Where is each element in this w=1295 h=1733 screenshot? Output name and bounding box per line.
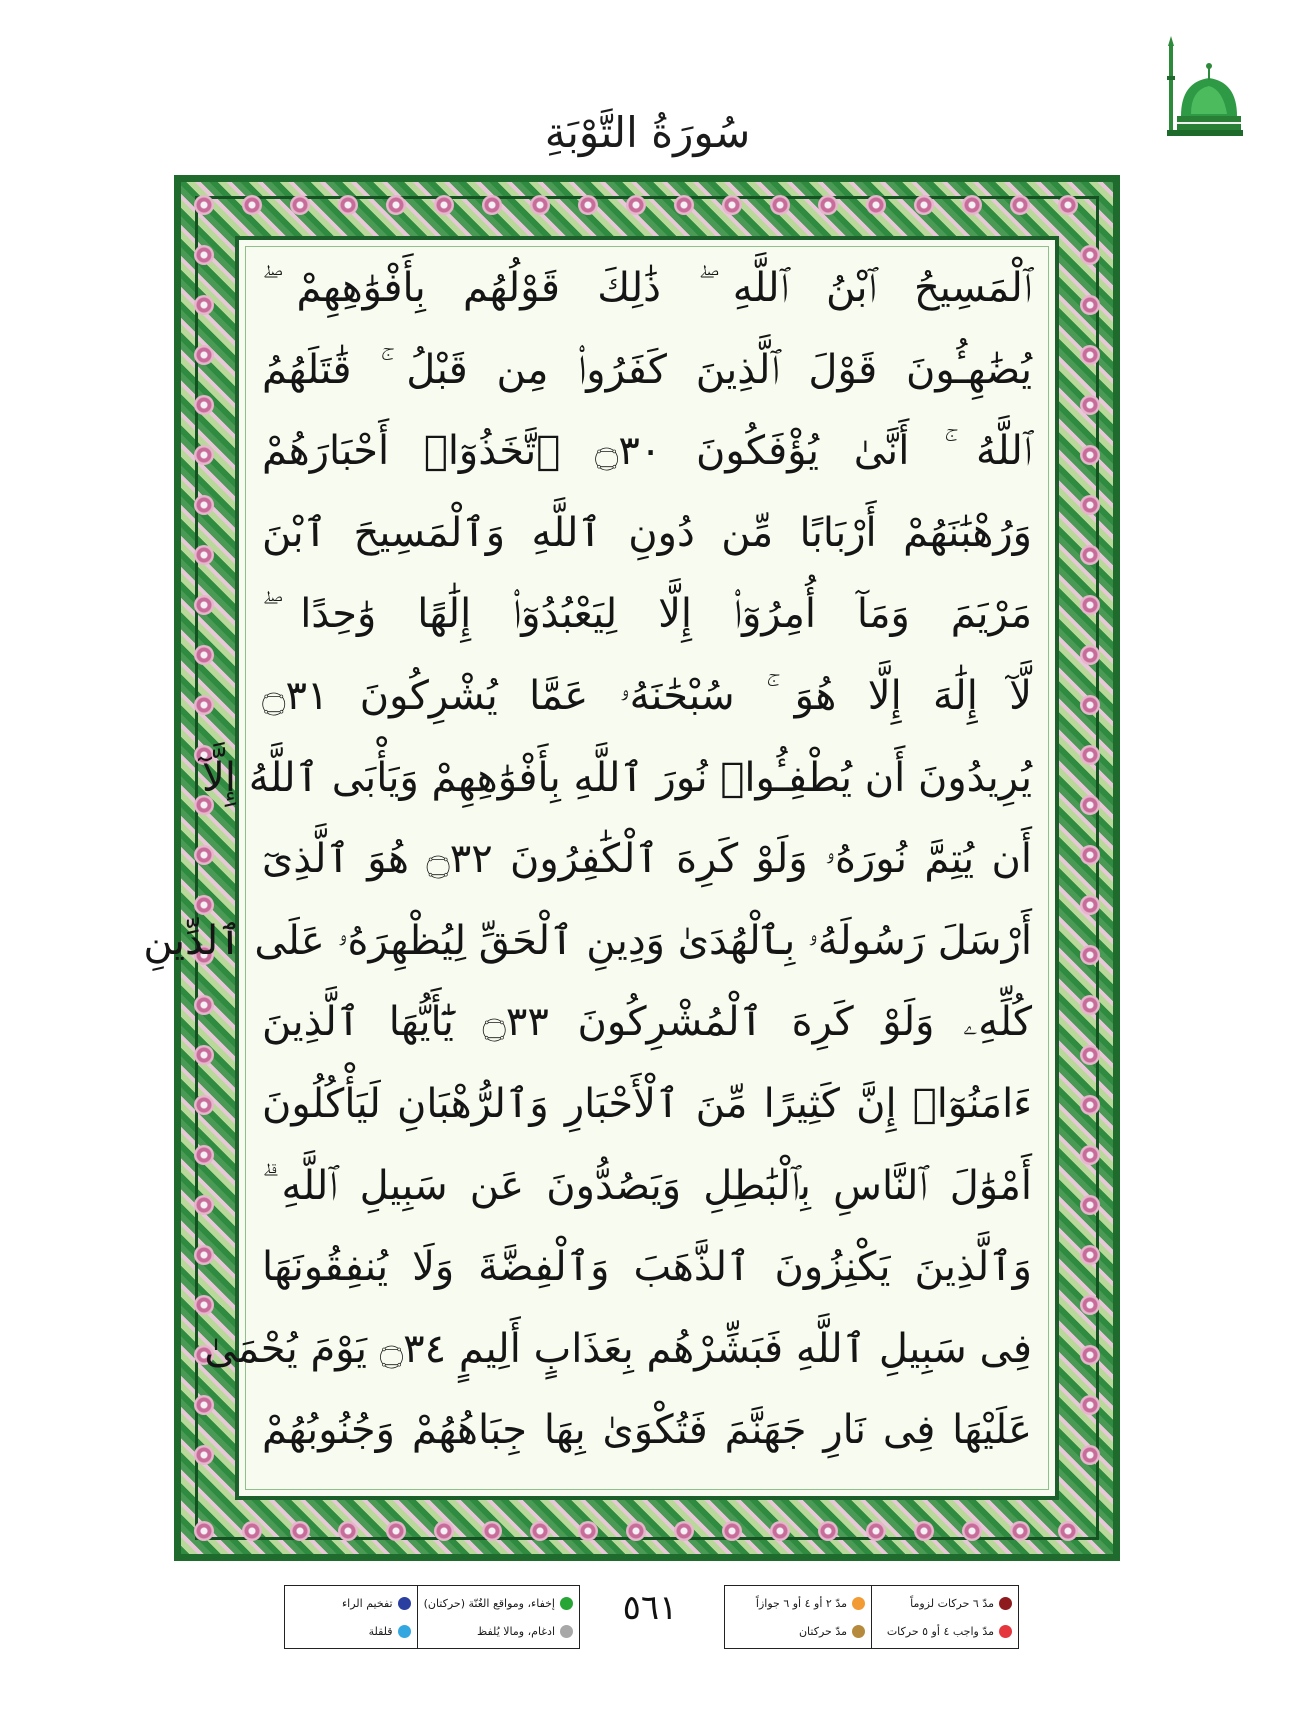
verse-line: كُلِّهِۦ وَلَوْ كَرِهَ ٱلْمُشْرِكُونَ ۝٣٣ يَٰٓأَيُّهَا ٱلَّذِينَ: [262, 999, 1032, 1046]
rosette-ornament: [818, 1521, 838, 1541]
tajweed-legend-left: [284, 1585, 580, 1649]
rosette-ornament: [194, 295, 214, 315]
rosette-ornament: [1080, 395, 1100, 415]
rosette-ornament: [242, 195, 262, 215]
rosette-ornament: [1010, 195, 1030, 215]
verse-lines: [143, 248, 1032, 1472]
rosette-ornament: [1080, 945, 1100, 965]
legend-dot-icon: [852, 1597, 865, 1610]
rosette-ornament: [1080, 995, 1100, 1015]
rosette-ornament: [1080, 795, 1100, 815]
rosette-ornament: [578, 195, 598, 215]
verse-line: لَّآ إِلَٰهَ إِلَّا هُوَ ۚ سُبْحَٰنَهُۥ عَمَّا يُشْرِكُونَ ۝٣١: [262, 672, 1032, 719]
rosette-ornament: [1080, 1445, 1100, 1465]
rosette-ornament: [194, 395, 214, 415]
legend-item: [291, 1597, 411, 1610]
verse-line: مَرْيَمَ وَمَآ أُمِرُوٓا۟ إِلَّا لِيَعْبُدُوٓا۟ إِلَٰهًا وَٰحِدًا ۖ: [262, 591, 1032, 638]
rosette-ornament: [1080, 345, 1100, 365]
rosette-ornament: [962, 195, 982, 215]
rosette-ornament: [1080, 1195, 1100, 1215]
legend-dot-icon: [560, 1625, 573, 1638]
rosette-ornament: [242, 1521, 262, 1541]
rosette-ornament: [674, 195, 694, 215]
legend-dot-icon: [398, 1597, 411, 1610]
rosette-ornament: [1080, 245, 1100, 265]
rosette-ornament: [290, 1521, 310, 1541]
page-number: ٥٦١: [622, 1588, 678, 1628]
rosette-ornament: [530, 1521, 550, 1541]
rosette-ornament: [914, 1521, 934, 1541]
rosette-ornament: [194, 345, 214, 365]
rosette-ornament: [914, 195, 934, 215]
rosette-ornament: [1080, 895, 1100, 915]
rosette-ornament: [770, 1521, 790, 1541]
rosette-ornament: [818, 195, 838, 215]
rosette-ornament: [194, 445, 214, 465]
rosette-ornament: [482, 1521, 502, 1541]
rosette-ornament: [386, 1521, 406, 1541]
rosette-ornament: [1080, 595, 1100, 615]
rosette-ornament: [578, 1521, 598, 1541]
rosette-ornament: [194, 495, 214, 515]
legend-column: [872, 1586, 1018, 1648]
verse-line: وَٱلَّذِينَ يَكْنِزُونَ ٱلذَّهَبَ وَٱلْفِضَّةَ وَلَا يُنفِقُونَهَا: [262, 1244, 1032, 1291]
page-header: [0, 0, 1295, 175]
rosette-ornament: [626, 1521, 646, 1541]
legend-label: قلقلة: [368, 1624, 393, 1638]
rosette-ornament: [1080, 745, 1100, 765]
legend-item: [731, 1597, 865, 1610]
verse-line: يُضَٰهِـُٔونَ قَوْلَ ٱلَّذِينَ كَفَرُوا۟ مِن قَبْلُ ۚ قَٰتَلَهُمُ: [262, 346, 1032, 393]
rosette-ornament: [194, 195, 214, 215]
rosette-ornament: [1058, 195, 1078, 215]
rosette-ornament: [194, 1521, 214, 1541]
rosette-ornament: [1080, 845, 1100, 865]
rosette-ornament: [338, 195, 358, 215]
legend-label: مدّ ٦ حركات لزوماً: [910, 1596, 994, 1610]
rosette-ornament: [1080, 445, 1100, 465]
rosette-ornament: [1080, 545, 1100, 565]
rosette-ornament: [866, 1521, 886, 1541]
rosette-ornament: [338, 1521, 358, 1541]
verse-line: يُرِيدُونَ أَن يُطْفِـُٔوا۟ نُورَ ٱللَّهِ بِأَفْوَٰهِهِمْ وَيَأْبَى ٱللَّهُ إِلَّآ: [202, 754, 1032, 801]
rosette-ornament: [194, 645, 214, 665]
rosette-ornament: [1080, 1145, 1100, 1165]
verse-line: أَمْوَٰلَ ٱلنَّاسِ بِٱلْبَٰطِلِ وَيَصُدُّونَ عَن سَبِيلِ ٱللَّهِ ۗ: [262, 1162, 1032, 1209]
rosette-ornament: [194, 1145, 214, 1165]
verse-line: ٱلْمَسِيحُ ٱبْنُ ٱللَّهِ ۖ ذَٰلِكَ قَوْلُهُم بِأَفْوَٰهِهِمْ ۖ: [262, 265, 1032, 311]
tajweed-legend-right: [724, 1585, 1019, 1649]
rosette-ornament: [1080, 295, 1100, 315]
rosette-ornament: [194, 545, 214, 565]
rosette-ornament: [194, 1245, 214, 1265]
legend-dot-icon: [999, 1625, 1012, 1638]
legend-label: تفخيم الراء: [342, 1596, 393, 1610]
rosette-ornament: [1058, 1521, 1078, 1541]
verse-line: عَلَيْهَا فِى نَارِ جَهَنَّمَ فَتُكْوَىٰ بِهَا جِبَاهُهُمْ وَجُنُوبُهُمْ: [262, 1407, 1032, 1454]
verse-line: وَرُهْبَٰنَهُمْ أَرْبَابًا مِّن دُونِ ٱللَّهِ وَٱلْمَسِيحَ ٱبْنَ: [262, 509, 1032, 556]
rosette-ornament: [434, 195, 454, 215]
rosette-ornament: [386, 195, 406, 215]
rosette-ornament: [1080, 1395, 1100, 1415]
legend-item: [878, 1597, 1012, 1610]
rosette-ornament: [194, 1445, 214, 1465]
rosette-ornament: [1080, 645, 1100, 665]
verse-line: ءَامَنُوٓا۟ إِنَّ كَثِيرًا مِّنَ ٱلْأَحْبَارِ وَٱلرُّهْبَانِ لَيَأْكُلُونَ: [262, 1080, 1032, 1127]
legend-item: [878, 1625, 1012, 1638]
rosette-ornament: [482, 195, 502, 215]
rosette-ornament: [1080, 1045, 1100, 1065]
rosette-ornament: [626, 195, 646, 215]
rosette-ornament: [1080, 1295, 1100, 1315]
legend-label: ادغام، ومالا يُلفظ: [477, 1624, 555, 1638]
verse-line: فِى سَبِيلِ ٱللَّهِ فَبَشِّرْهُم بِعَذَابٍ أَلِيمٍ ۝٣٤ يَوْمَ يُحْمَىٰ: [204, 1325, 1032, 1372]
rosette-ornament: [962, 1521, 982, 1541]
rosette-ornament: [866, 195, 886, 215]
verse-line: أَن يُتِمَّ نُورَهُۥ وَلَوْ كَرِهَ ٱلْكَٰفِرُونَ ۝٣٢ هُوَ ٱلَّذِىٓ: [262, 836, 1032, 883]
rosette-ornament: [194, 1195, 214, 1215]
rosette-ornament: [290, 195, 310, 215]
rosette-ornament: [530, 195, 550, 215]
legend-column: [285, 1586, 418, 1648]
legend-item: [424, 1597, 573, 1610]
rosette-ornament: [194, 695, 214, 715]
legend-dot-icon: [999, 1597, 1012, 1610]
legend-column: [418, 1586, 579, 1648]
legend-item: [291, 1625, 411, 1638]
rosette-ornament: [194, 845, 214, 865]
rosette-ornament: [1080, 1095, 1100, 1115]
legend-label: مدّ حركتان: [798, 1624, 847, 1638]
legend-dot-icon: [398, 1625, 411, 1638]
legend-item: [424, 1625, 573, 1638]
rosette-ornament: [434, 1521, 454, 1541]
rosette-ornament: [1010, 1521, 1030, 1541]
rosette-ornament: [770, 195, 790, 215]
rosette-ornament: [194, 1095, 214, 1115]
verse-line: أَرْسَلَ رَسُولَهُۥ بِٱلْهُدَىٰ وَدِينِ ٱلْحَقِّ لِيُظْهِرَهُۥ عَلَى ٱلدِّينِ: [143, 917, 1032, 964]
surah-title: سُورَةُ التَّوْبَةِ: [544, 108, 751, 157]
legend-label: إخفاء، ومواقع الغُنّة (حركتان): [423, 1596, 555, 1610]
legend-item: [731, 1625, 865, 1638]
legend-label: مدّ ٢ أو ٤ أو ٦ جوازاً: [755, 1596, 847, 1610]
legend-label: مدّ واجب ٤ أو ٥ حركات: [886, 1624, 994, 1638]
legend-dot-icon: [852, 1625, 865, 1638]
rosette-ornament: [194, 245, 214, 265]
rosette-ornament: [194, 595, 214, 615]
rosette-ornament: [194, 1045, 214, 1065]
legend-column: [725, 1586, 872, 1648]
rosette-ornament: [194, 995, 214, 1015]
rosette-ornament: [194, 1395, 214, 1415]
rosette-ornament: [1080, 495, 1100, 515]
legend-dot-icon: [560, 1597, 573, 1610]
rosette-ornament: [1080, 1245, 1100, 1265]
rosette-ornament: [1080, 695, 1100, 715]
rosette-ornament: [1080, 1345, 1100, 1365]
rosette-ornament: [674, 1521, 694, 1541]
rosette-ornament: [722, 1521, 742, 1541]
verse-line: ٱللَّهُ ۚ أَنَّىٰ يُؤْفَكُونَ ۝٣٠ ٱتَّخَذُوٓا۟ أَحْبَارَهُمْ: [262, 428, 1032, 475]
mosque-dome-icon: [1163, 36, 1243, 140]
rosette-ornament: [722, 195, 742, 215]
